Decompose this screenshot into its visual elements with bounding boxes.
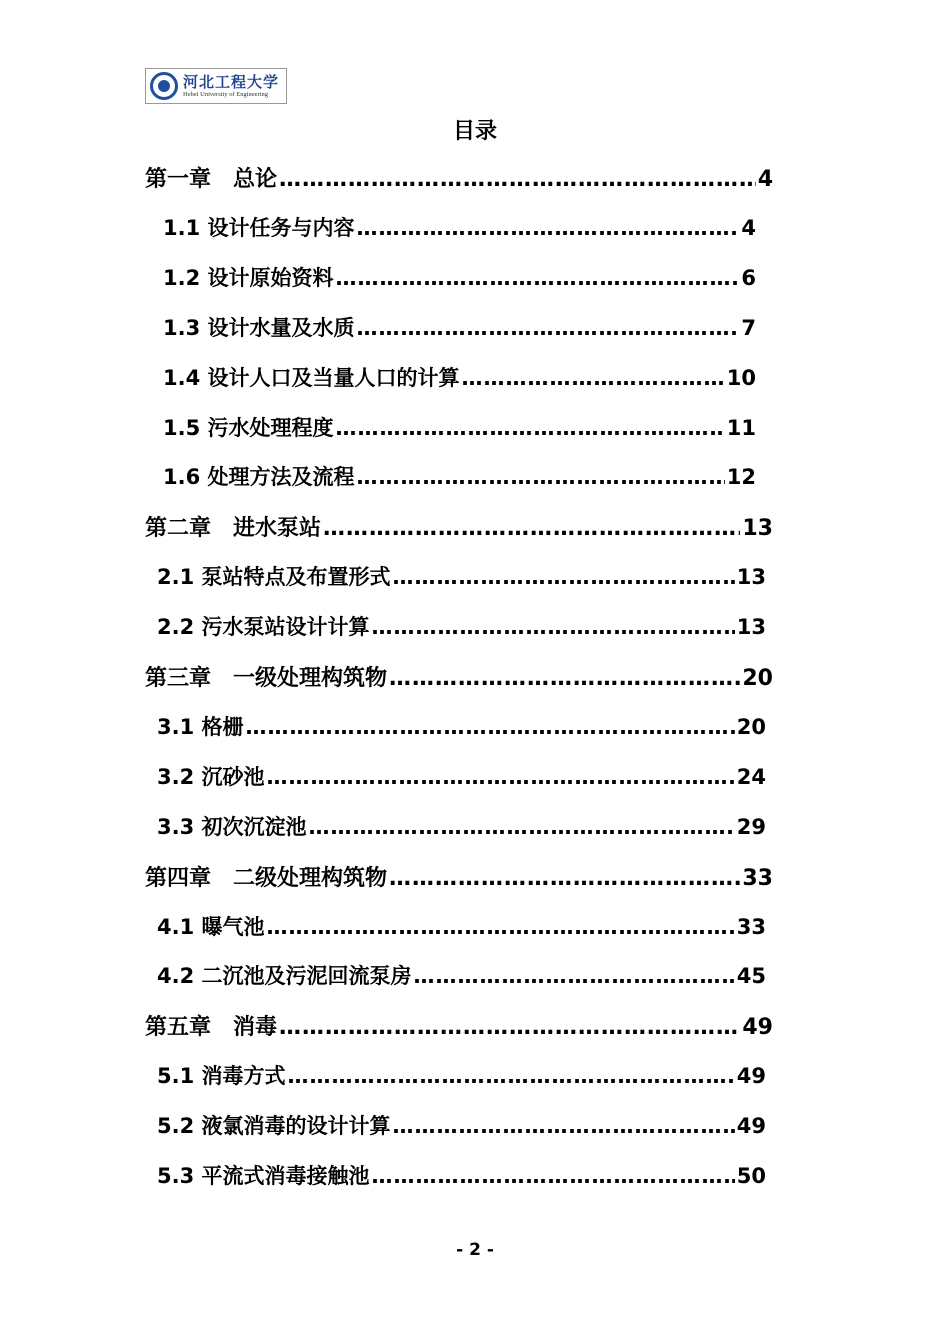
toc-entry-page: 45 [736, 964, 766, 988]
toc-entry-page: 33 [736, 915, 766, 939]
logo-chinese-name: 河北工程大学 [183, 72, 280, 91]
toc-entry-page: 49 [742, 1015, 773, 1040]
dot-leader [309, 815, 735, 839]
toc-entry-label: 1.2 设计原始资料 [163, 266, 334, 290]
toc-entry-page: 13 [736, 565, 766, 589]
toc-entry-label: 3.3 初次沉淀池 [157, 815, 307, 839]
toc-entry[interactable] [157, 561, 766, 591]
toc-entry-label: 3.1 格栅 [157, 715, 244, 739]
toc-entry-label: 4.1 曝气池 [157, 915, 265, 939]
toc-entry[interactable] [145, 511, 773, 542]
dot-leader [246, 715, 735, 739]
toc-entry-label: 4.2 二沉池及污泥回流泵房 [157, 964, 412, 988]
toc-entry[interactable] [157, 611, 766, 641]
toc-entry-page: 13 [742, 516, 773, 541]
toc-entry-label: 2.2 污水泵站设计计算 [157, 615, 370, 639]
toc-entry[interactable] [157, 711, 766, 741]
toc-entry-page: 12 [726, 465, 756, 489]
toc-entry-page: 11 [726, 416, 756, 440]
toc-entry-label: 1.5 污水处理程度 [163, 416, 334, 440]
dot-leader [372, 615, 735, 639]
dot-leader [267, 915, 735, 939]
toc-entry-page: 6 [741, 266, 756, 290]
dot-leader [393, 1114, 735, 1138]
dot-leader [414, 964, 735, 988]
dot-leader [389, 666, 740, 691]
page-title: 目录 [452, 119, 497, 144]
toc-entry-label: 第四章 二级处理构筑物 [145, 866, 388, 891]
toc-entry[interactable] [145, 861, 773, 892]
toc-entry[interactable] [163, 412, 756, 442]
dot-leader [389, 866, 740, 891]
dot-leader [357, 216, 740, 240]
toc-entry[interactable] [163, 262, 756, 292]
toc-entry-page: 20 [736, 715, 766, 739]
toc-entry-page: 24 [736, 765, 766, 789]
toc-entry[interactable] [145, 661, 773, 692]
toc-entry-page: 49 [736, 1114, 766, 1138]
toc-entry-page: 10 [726, 366, 756, 390]
dot-leader [336, 416, 725, 440]
toc-entry-label: 5.2 液氯消毒的设计计算 [157, 1114, 391, 1138]
toc-entry[interactable] [157, 1060, 766, 1090]
page-number: - 2 - [456, 1240, 494, 1260]
toc-entry-page: 4 [741, 216, 756, 240]
toc-entry-label: 1.3 设计水量及水质 [163, 316, 355, 340]
toc-entry-label: 3.2 沉砂池 [157, 765, 265, 789]
dot-leader [323, 516, 740, 541]
toc-entry-label: 5.3 平流式消毒接触池 [157, 1164, 370, 1188]
toc-entry[interactable] [145, 162, 773, 193]
toc-entry[interactable] [157, 811, 766, 841]
toc-entry-label: 5.1 消毒方式 [157, 1064, 286, 1088]
dot-leader [279, 1015, 740, 1040]
toc-entry[interactable] [157, 960, 766, 990]
toc-entry-page: 13 [736, 615, 766, 639]
toc-entry[interactable] [163, 212, 756, 242]
toc-entry[interactable] [163, 362, 756, 392]
toc-entry-label: 1.4 设计人口及当量人口的计算 [163, 366, 460, 390]
dot-leader [288, 1064, 735, 1088]
toc-entry[interactable] [163, 461, 756, 491]
toc-entry[interactable] [157, 761, 766, 791]
toc-entry-page: 20 [742, 666, 773, 691]
dot-leader [462, 366, 725, 390]
toc-entry-label: 第二章 进水泵站 [145, 516, 322, 541]
toc-entry[interactable] [157, 1160, 766, 1190]
logo-english-name: Hebei University of Engineering [183, 90, 269, 98]
toc-entry[interactable] [157, 1110, 766, 1140]
toc-entry[interactable] [145, 1010, 773, 1041]
dot-leader [357, 465, 725, 489]
dot-leader [336, 266, 740, 290]
toc-entry-label: 1.1 设计任务与内容 [163, 216, 355, 240]
toc-entry[interactable] [157, 911, 766, 941]
toc-entry-page: 7 [741, 316, 756, 340]
dot-leader [279, 167, 756, 192]
toc-entry-label: 第五章 消毒 [145, 1015, 278, 1040]
dot-leader [267, 765, 735, 789]
toc-entry-label: 2.1 泵站特点及布置形式 [157, 565, 391, 589]
dot-leader [372, 1164, 735, 1188]
toc-entry[interactable] [163, 312, 756, 342]
dot-leader [357, 316, 740, 340]
dot-leader [393, 565, 735, 589]
toc-entry-page: 49 [736, 1064, 766, 1088]
toc-entry-page: 4 [757, 167, 773, 192]
toc-entry-label: 1.6 处理方法及流程 [163, 465, 355, 489]
toc-entry-label: 第三章 一级处理构筑物 [145, 666, 388, 691]
toc-entry-label: 第一章 总论 [145, 167, 278, 192]
toc-entry-page: 50 [736, 1164, 766, 1188]
toc-entry-page: 33 [742, 866, 773, 891]
toc-entry-page: 29 [736, 815, 766, 839]
